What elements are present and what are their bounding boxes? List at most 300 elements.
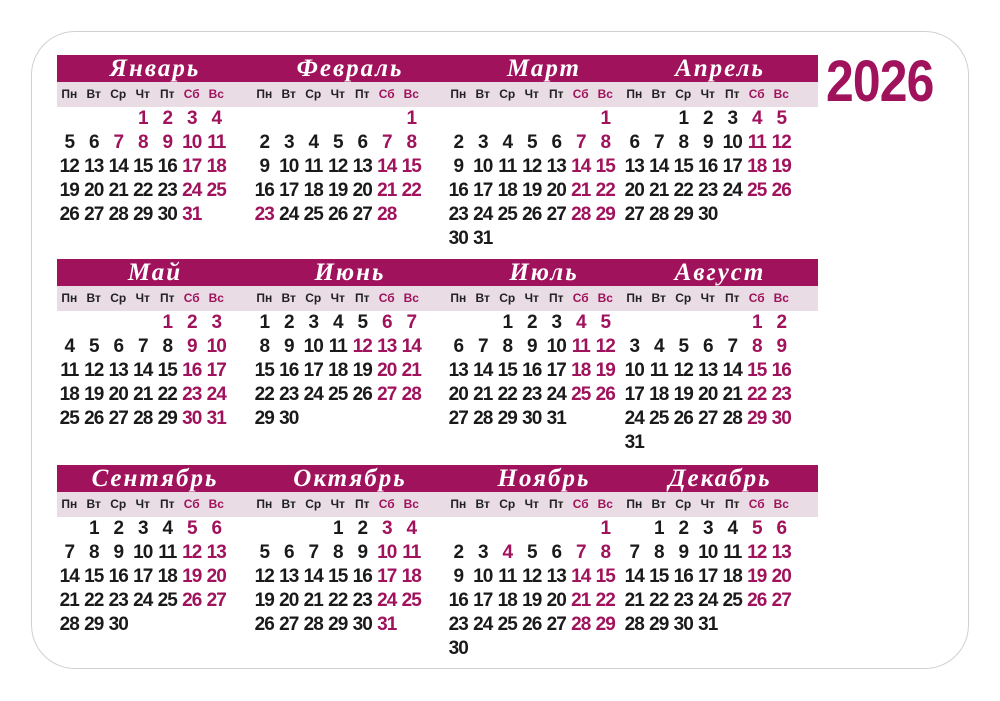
day-cell: 14 (722, 360, 742, 381)
weekday-label: Сб (748, 87, 765, 101)
day-cell: 22 (157, 384, 177, 405)
day-cell: 27 (108, 408, 128, 429)
day-cell: 5 (88, 336, 99, 357)
day-cell: 12 (673, 360, 693, 381)
weekday-label: Пн (61, 291, 78, 305)
day-cell: 11 (723, 542, 742, 563)
day-cell: 17 (546, 360, 566, 381)
day-cell: 17 (624, 384, 644, 405)
day-cell: 4 (751, 108, 762, 129)
weekday-label: Сб (572, 497, 589, 511)
day-cell: 14 (624, 566, 644, 587)
day-grid (252, 311, 448, 431)
day-cell: 25 (157, 590, 177, 611)
day-cell: 16 (254, 180, 274, 201)
day-cell: 31 (698, 614, 718, 635)
day-grid (446, 107, 642, 251)
day-cell: 26 (328, 204, 348, 225)
weekday-label: Чт (700, 291, 715, 305)
day-cell: 24 (279, 204, 299, 225)
day-grid (252, 107, 448, 227)
weekday-header (252, 492, 448, 517)
day-cell: 15 (747, 360, 767, 381)
day-cell: 15 (133, 156, 153, 177)
weekday-header (622, 82, 818, 107)
day-cell: 24 (722, 180, 742, 201)
empty-cell (622, 517, 647, 541)
day-cell: 10 (206, 336, 226, 357)
day-cell: 5 (332, 132, 343, 153)
day-cell: 27 (546, 204, 566, 225)
day-cell: 7 (575, 132, 586, 153)
weekday-header (57, 492, 253, 517)
day-cell: 14 (401, 336, 421, 357)
day-cell: 18 (571, 360, 591, 381)
day-cell: 29 (157, 408, 177, 429)
day-cell: 3 (308, 312, 319, 333)
weekday-label: Пн (61, 87, 78, 101)
weekday-label: Пн (626, 291, 643, 305)
weekday-label: Пн (256, 87, 273, 101)
weekday-label: Пн (256, 291, 273, 305)
day-cell: 15 (254, 360, 274, 381)
day-cell: 30 (279, 408, 299, 429)
day-cell: 24 (473, 204, 493, 225)
day-cell: 8 (88, 542, 99, 563)
day-cell: 4 (162, 518, 173, 539)
day-cell: 18 (328, 360, 348, 381)
day-cell: 3 (629, 336, 640, 357)
empty-cell (495, 107, 520, 131)
day-cell: 26 (254, 614, 274, 635)
day-cell: 13 (771, 542, 791, 563)
month-block (446, 465, 642, 661)
day-cell: 4 (308, 132, 319, 153)
day-cell: 27 (546, 614, 566, 635)
weekday-label: Ср (110, 291, 127, 305)
empty-cell (647, 107, 672, 131)
day-cell: 22 (595, 180, 615, 201)
month-title: Апрель (622, 55, 818, 82)
day-cell: 23 (279, 384, 299, 405)
day-cell: 1 (502, 312, 513, 333)
weekday-label: Сб (378, 291, 395, 305)
month-block (446, 259, 642, 431)
weekday-label: Чт (700, 87, 715, 101)
day-cell: 4 (64, 336, 75, 357)
day-cell: 25 (649, 408, 669, 429)
day-cell: 13 (206, 542, 226, 563)
day-cell: 28 (571, 614, 591, 635)
day-cell: 19 (59, 180, 79, 201)
weekday-label: Чт (330, 291, 345, 305)
day-cell: 15 (673, 156, 693, 177)
day-cell: 1 (406, 108, 417, 129)
weekday-label: Вт (475, 497, 490, 511)
day-cell: 11 (207, 132, 226, 153)
weekday-label: Вт (651, 87, 666, 101)
day-cell: 10 (303, 336, 323, 357)
day-cell: 14 (59, 566, 79, 587)
day-cell: 3 (211, 312, 222, 333)
day-cell: 8 (502, 336, 513, 357)
day-cell: 20 (206, 566, 226, 587)
day-cell: 15 (401, 156, 421, 177)
weekday-label: Пн (626, 87, 643, 101)
day-cell: 28 (303, 614, 323, 635)
day-cell: 21 (401, 360, 421, 381)
day-cell: 25 (722, 590, 742, 611)
day-cell: 25 (303, 204, 323, 225)
day-cell: 3 (137, 518, 148, 539)
day-cell: 20 (546, 590, 566, 611)
day-cell: 6 (629, 132, 640, 153)
month-title: Ноябрь (446, 465, 642, 492)
day-cell: 16 (673, 566, 693, 587)
weekday-label: Ср (675, 87, 692, 101)
weekday-label: Сб (748, 291, 765, 305)
day-cell: 24 (303, 384, 323, 405)
day-cell: 4 (575, 312, 586, 333)
day-cell: 26 (59, 204, 79, 225)
weekday-label: Вс (208, 87, 224, 101)
day-cell: 18 (157, 566, 177, 587)
day-cell: 25 (497, 614, 517, 635)
day-cell: 26 (522, 204, 542, 225)
day-cell: 23 (673, 590, 693, 611)
day-cell: 5 (526, 542, 537, 563)
day-cell: 8 (751, 336, 762, 357)
day-cell: 9 (186, 336, 197, 357)
weekday-label: Ср (499, 497, 516, 511)
weekday-label: Ср (305, 497, 322, 511)
month-title: Декабрь (622, 465, 818, 492)
day-cell: 15 (157, 360, 177, 381)
weekday-label: Чт (524, 87, 539, 101)
weekday-label: Пт (724, 497, 740, 511)
day-cell: 31 (624, 432, 644, 453)
weekday-label: Пт (159, 291, 175, 305)
day-cell: 16 (182, 360, 202, 381)
day-cell: 21 (473, 384, 493, 405)
weekday-label: Чт (135, 497, 150, 511)
day-cell: 13 (377, 336, 397, 357)
month-title: Март (446, 55, 642, 82)
day-grid (57, 517, 253, 637)
day-cell: 31 (546, 408, 566, 429)
day-cell: 24 (133, 590, 153, 611)
empty-cell (671, 311, 696, 335)
day-cell: 29 (254, 408, 274, 429)
day-cell: 2 (186, 312, 197, 333)
day-cell: 21 (571, 180, 591, 201)
day-cell: 2 (283, 312, 294, 333)
day-cell: 9 (162, 132, 173, 153)
day-cell: 1 (162, 312, 173, 333)
day-cell: 2 (453, 542, 464, 563)
day-cell: 16 (448, 590, 468, 611)
day-cell: 29 (595, 204, 615, 225)
day-cell: 14 (108, 156, 128, 177)
day-cell: 23 (254, 204, 274, 225)
day-cell: 18 (497, 590, 517, 611)
day-cell: 6 (702, 336, 713, 357)
empty-cell (57, 107, 82, 131)
day-cell: 21 (133, 384, 153, 405)
day-cell: 13 (84, 156, 104, 177)
day-cell: 18 (206, 156, 226, 177)
day-cell: 9 (283, 336, 294, 357)
weekday-header (622, 492, 818, 517)
day-cell: 12 (771, 132, 791, 153)
weekday-label: Пн (450, 497, 467, 511)
day-grid (622, 517, 818, 637)
day-cell: 24 (206, 384, 226, 405)
weekday-label: Вс (773, 291, 789, 305)
month-block (622, 55, 818, 227)
weekday-header (252, 286, 448, 311)
day-grid (57, 311, 253, 431)
day-cell: 7 (64, 542, 75, 563)
day-cell: 7 (308, 542, 319, 563)
weekday-label: Чт (135, 87, 150, 101)
day-cell: 10 (377, 542, 397, 563)
day-cell: 8 (600, 132, 611, 153)
day-cell: 30 (448, 638, 468, 659)
month-block (252, 259, 448, 431)
day-cell: 3 (727, 108, 738, 129)
empty-cell (82, 311, 107, 335)
day-cell: 8 (678, 132, 689, 153)
weekday-label: Ср (675, 497, 692, 511)
weekday-label: Чт (135, 291, 150, 305)
day-cell: 7 (381, 132, 392, 153)
day-cell: 11 (402, 542, 421, 563)
weekday-header (252, 82, 448, 107)
day-cell: 20 (546, 180, 566, 201)
day-cell: 14 (473, 360, 493, 381)
empty-cell (301, 517, 326, 541)
weekday-label: Вт (651, 497, 666, 511)
day-cell: 30 (771, 408, 791, 429)
empty-cell (647, 311, 672, 335)
month-block (57, 259, 253, 431)
weekday-label: Пт (159, 87, 175, 101)
day-cell: 25 (747, 180, 767, 201)
weekday-label: Чт (330, 497, 345, 511)
weekday-label: Ср (499, 291, 516, 305)
day-cell: 22 (595, 590, 615, 611)
day-cell: 10 (182, 132, 202, 153)
month-title: Июль (446, 259, 642, 286)
day-cell: 25 (571, 384, 591, 405)
weekday-label: Пт (548, 497, 564, 511)
day-cell: 30 (698, 204, 718, 225)
empty-cell (520, 517, 545, 541)
day-cell: 22 (649, 590, 669, 611)
weekday-label: Сб (572, 87, 589, 101)
day-cell: 17 (722, 156, 742, 177)
day-cell: 1 (332, 518, 343, 539)
day-cell: 22 (84, 590, 104, 611)
day-cell: 11 (649, 360, 668, 381)
weekday-label: Ср (675, 291, 692, 305)
day-cell: 17 (377, 566, 397, 587)
empty-cell (622, 107, 647, 131)
day-cell: 26 (771, 180, 791, 201)
day-cell: 10 (624, 360, 644, 381)
day-cell: 13 (279, 566, 299, 587)
weekday-label: Вт (475, 291, 490, 305)
day-cell: 27 (448, 408, 468, 429)
weekday-label: Вс (208, 291, 224, 305)
day-cell: 6 (357, 132, 368, 153)
weekday-label: Вт (281, 497, 296, 511)
weekday-label: Вс (597, 291, 613, 305)
day-cell: 5 (64, 132, 75, 153)
day-cell: 26 (84, 408, 104, 429)
day-cell: 19 (522, 180, 542, 201)
day-cell: 18 (59, 384, 79, 405)
day-cell: 21 (571, 590, 591, 611)
day-grid (252, 517, 448, 637)
day-cell: 14 (571, 566, 591, 587)
empty-cell (622, 311, 647, 335)
day-cell: 3 (702, 518, 713, 539)
day-cell: 22 (497, 384, 517, 405)
empty-cell (471, 517, 496, 541)
day-cell: 6 (211, 518, 222, 539)
day-cell: 29 (595, 614, 615, 635)
day-cell: 10 (473, 156, 493, 177)
day-cell: 16 (771, 360, 791, 381)
day-cell: 27 (279, 614, 299, 635)
day-cell: 18 (497, 180, 517, 201)
day-cell: 23 (771, 384, 791, 405)
day-cell: 11 (60, 360, 79, 381)
day-cell: 12 (328, 156, 348, 177)
day-cell: 2 (453, 132, 464, 153)
day-cell: 21 (624, 590, 644, 611)
day-cell: 16 (448, 180, 468, 201)
day-cell: 28 (624, 614, 644, 635)
weekday-header (446, 286, 642, 311)
day-cell: 29 (328, 614, 348, 635)
weekday-label: Сб (378, 87, 395, 101)
day-cell: 30 (522, 408, 542, 429)
day-cell: 2 (702, 108, 713, 129)
weekday-label: Вт (86, 291, 101, 305)
day-cell: 6 (113, 336, 124, 357)
weekday-label: Вт (281, 291, 296, 305)
weekday-header (446, 492, 642, 517)
day-cell: 9 (259, 156, 270, 177)
day-cell: 4 (332, 312, 343, 333)
day-cell: 28 (59, 614, 79, 635)
day-cell: 30 (352, 614, 372, 635)
day-cell: 19 (328, 180, 348, 201)
weekday-label: Пт (548, 291, 564, 305)
day-cell: 1 (137, 108, 148, 129)
month-block (252, 465, 448, 637)
day-cell: 30 (673, 614, 693, 635)
day-cell: 19 (747, 566, 767, 587)
day-cell: 17 (303, 360, 323, 381)
weekday-label: Ср (110, 87, 127, 101)
day-cell: 3 (477, 542, 488, 563)
day-cell: 16 (157, 156, 177, 177)
day-cell: 6 (283, 542, 294, 563)
day-cell: 7 (653, 132, 664, 153)
weekday-label: Вс (773, 497, 789, 511)
day-cell: 12 (522, 566, 542, 587)
empty-cell (252, 517, 277, 541)
day-cell: 19 (352, 360, 372, 381)
day-cell: 11 (304, 156, 323, 177)
day-cell: 16 (352, 566, 372, 587)
day-cell: 29 (649, 614, 669, 635)
day-cell: 17 (698, 566, 718, 587)
day-cell: 30 (448, 228, 468, 249)
day-cell: 30 (157, 204, 177, 225)
day-cell: 6 (551, 542, 562, 563)
day-cell: 17 (182, 156, 202, 177)
day-grid (446, 311, 642, 431)
weekday-label: Пт (159, 497, 175, 511)
day-cell: 16 (522, 360, 542, 381)
day-cell: 10 (546, 336, 566, 357)
day-cell: 7 (629, 542, 640, 563)
day-cell: 28 (108, 204, 128, 225)
month-title: Октябрь (252, 465, 448, 492)
weekday-label: Чт (524, 291, 539, 305)
day-cell: 14 (571, 156, 591, 177)
weekday-label: Пт (354, 291, 370, 305)
month-block (57, 465, 253, 637)
day-cell: 18 (747, 156, 767, 177)
empty-cell (277, 517, 302, 541)
day-cell: 26 (522, 614, 542, 635)
day-cell: 29 (84, 614, 104, 635)
day-cell: 24 (473, 614, 493, 635)
weekday-label: Вс (597, 87, 613, 101)
day-cell: 3 (186, 108, 197, 129)
day-cell: 13 (624, 156, 644, 177)
month-block (252, 55, 448, 227)
day-cell: 2 (357, 518, 368, 539)
day-grid (622, 311, 818, 455)
day-cell: 13 (698, 360, 718, 381)
day-cell: 21 (722, 384, 742, 405)
day-cell: 15 (595, 566, 615, 587)
weekday-label: Ср (499, 87, 516, 101)
weekday-label: Вт (86, 87, 101, 101)
day-cell: 2 (776, 312, 787, 333)
day-cell: 10 (722, 132, 742, 153)
weekday-label: Вт (651, 291, 666, 305)
day-cell: 1 (751, 312, 762, 333)
day-cell: 20 (377, 360, 397, 381)
day-cell: 16 (698, 156, 718, 177)
day-cell: 20 (352, 180, 372, 201)
day-cell: 23 (448, 614, 468, 635)
day-cell: 8 (137, 132, 148, 153)
day-cell: 12 (595, 336, 615, 357)
day-cell: 9 (113, 542, 124, 563)
month-block (446, 55, 642, 251)
day-cell: 28 (571, 204, 591, 225)
day-cell: 31 (182, 204, 202, 225)
